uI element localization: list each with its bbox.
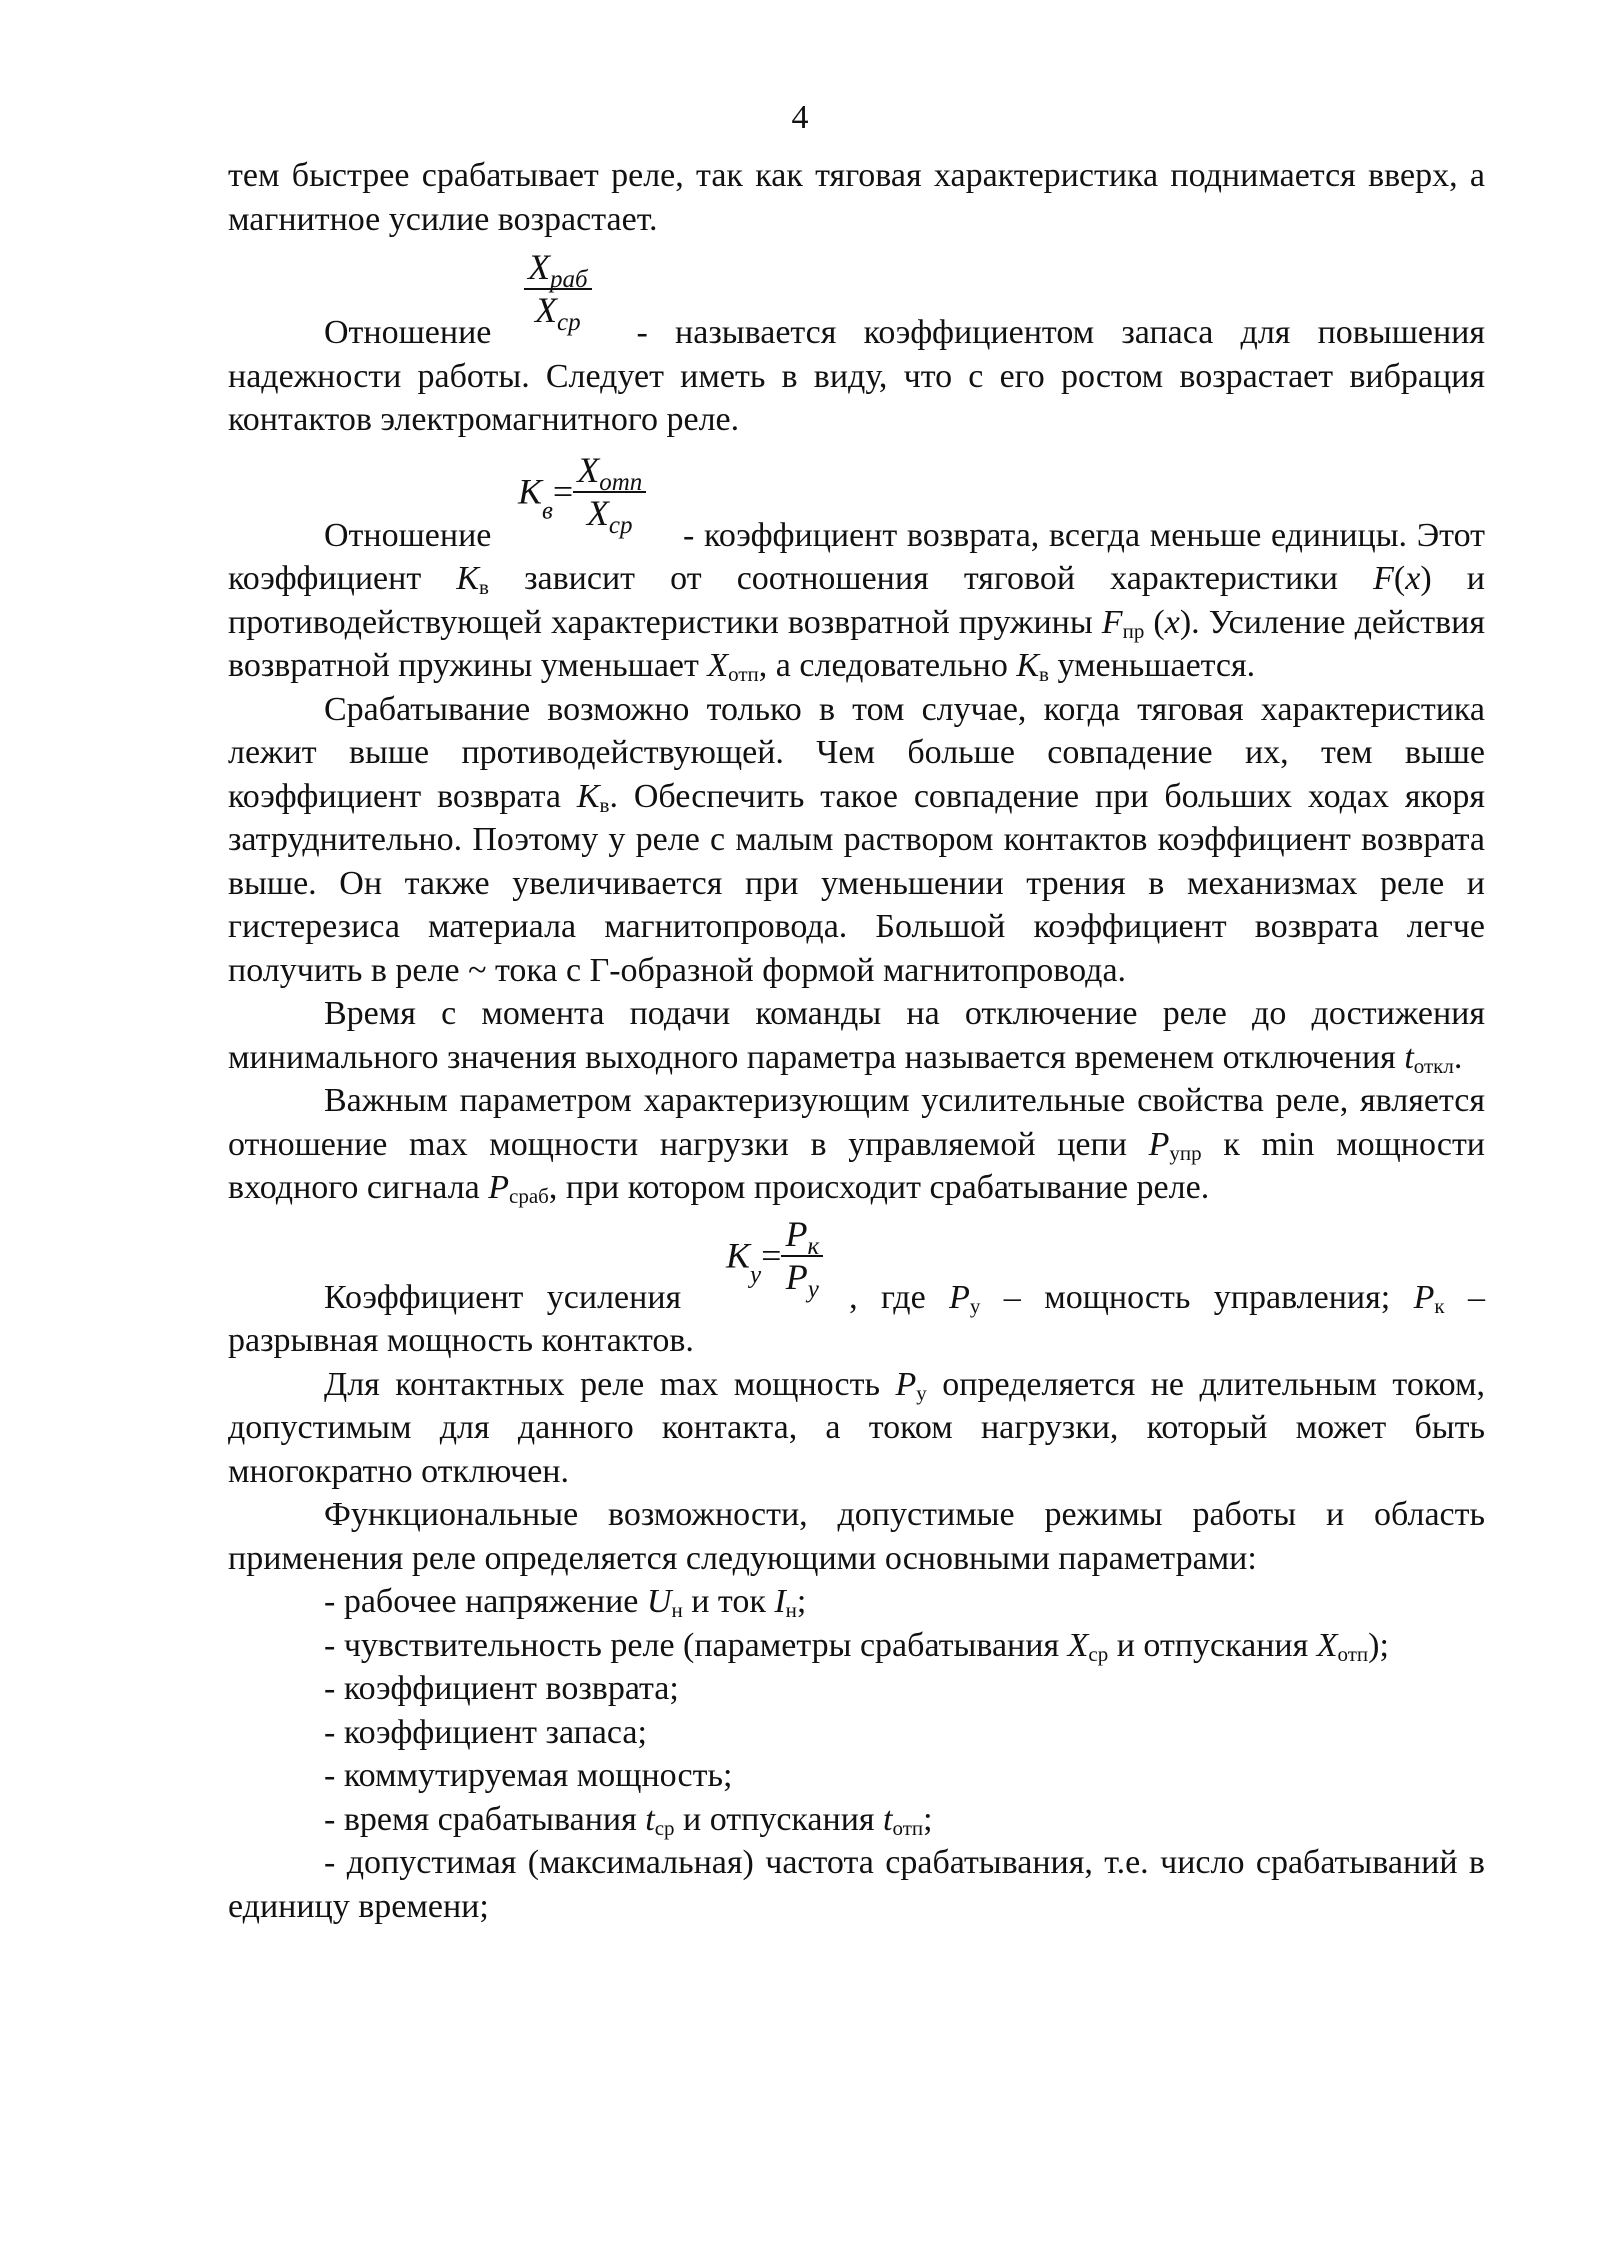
- list-item-frequency: - допустимая (максимальная) частота срабатывания, т.е. число срабатываний в единицу времени;: [228, 1844, 1485, 1925]
- paragraph-8: Для контактных реле max мощность $P_у$ определяется не длительным током, допустимым для данного контакта, а током нагрузки, который может быть многократно отключен.: [228, 1365, 1485, 1490]
- paragraph-9: Функциональные возможности, допустимые режимы работы и область применения реле определяется следующими основными параметрами:: [228, 1496, 1485, 1577]
- page-number: 4: [791, 99, 809, 136]
- paragraph-6: Важным параметром характеризующим усилительные свойства реле, является отношение max мощности нагрузки в управляемой цепи $P_{упр}$ к min мощности входного сигнала $P_{сраб}$, при котором происходит срабатывание реле.: [228, 1082, 1485, 1208]
- paragraph-5: Время с момента подачи команды на отключение реле до достижения минимального значения выходного параметра называется временем отключения $t_{откл}$.: [228, 995, 1485, 1078]
- list-item-times: - время срабатывания $t_{ср}$ и отпускания $t_{отп}$;: [324, 1800, 933, 1840]
- paragraph-4: Срабатывание возможно только в том случае, когда тяговая характеристика лежит выше противодействующей. Чем больше совпадение их, тем выше коэффициент возврата $K_в$. Обеспечить такое совпадение при больших ходах якоря затруднительно. Поэтому у реле с малым раствором контактов коэффициент возврата выше. Он также увеличивается при уменьшении трения в механизмах реле и гистерезиса материала магнитопровода. Большой коэффициент возврата легче получить в реле ~ тока с Г-образной формой магнитопровода.: [228, 690, 1485, 989]
- paragraph-7: $K_у=$ $\frac{P_к}{P_у}$ Коэффициент усиления , где $P_у$ – мощность управления; $P_к$ – разрывная мощность контактов.: [228, 1213, 1485, 1359]
- formula-gain-coefficient: $K_у=$ $\frac{P_к}{P_у}$: [726, 1214, 823, 1299]
- list-item-rated-voltage: - рабочее напряжение $U_н$ и ток $I_н$;: [324, 1583, 807, 1622]
- list-item-return-coefficient: - коэффициент возврата;: [324, 1670, 679, 1707]
- formula-return-coefficient: $K_в=$ $\frac{X_{отп}}{X_{ср}}$: [518, 450, 646, 535]
- paragraph-3: $K_в=$ $\frac{X_{отп}}{X_{ср}}$ Отношение - коэффициент возврата, всегда меньше единицы. Этот коэффициент $K_в$ зависит от соотношения тяговой характеристики F(x) и противодействующей характеристики возвратной пружины $F_{пр}$ (x). Усиление действия возвратной пружины уменьшает $X_{отп}$, а следовательно $K_в$ уменьшается.: [228, 449, 1485, 686]
- list-item-safety-factor: - коэффициент запаса;: [324, 1713, 647, 1751]
- paragraph-2: $\frac{X_{раб}}{X_{ср}}$ Отношение - называется коэффициентом запаса для повышения надежности работы. Следует иметь в виду, что с его ростом возрастает вибрация контактов электромагнитного реле.: [228, 247, 1485, 438]
- page-content: [228, 154, 1485, 1928]
- formula-safety-factor: $\frac{X_{раб}}{X_{ср}}$: [524, 247, 592, 332]
- list-item-switching-power: - коммутируемая мощность;: [324, 1757, 733, 1794]
- paragraph-1: тем быстрее срабатывает реле, так как тяговая характеристика поднимается вверх, а магнитное усилие возрастает.: [228, 157, 1485, 238]
- list-item-sensitivity: - чувствительность реле (параметры срабатывания $X_{ср}$ и отпускания $X_{отп}$);: [324, 1626, 1389, 1666]
